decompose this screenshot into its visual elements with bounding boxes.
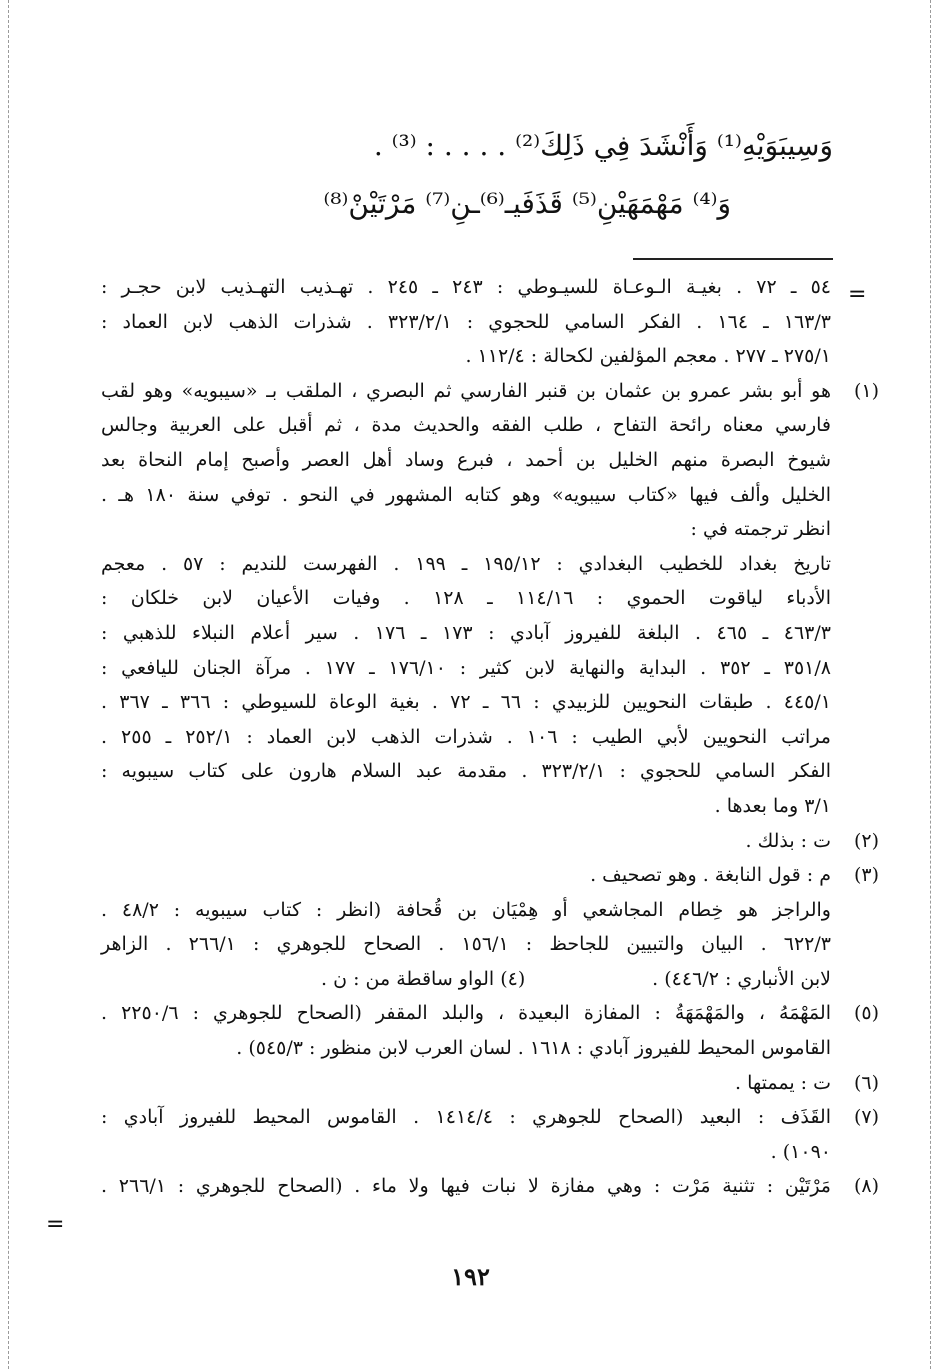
footnote-line: والراجز هو خِطام المجاشعي أو هِمْيَان بن قُحافة (انظر : كتاب سيبويه : ٤٨/٢ .	[101, 898, 831, 921]
footnote-line: ٣/١ وما بعدها .	[714, 794, 831, 817]
footnote-text: م : قول النابغة . وهو تصحيف .	[590, 864, 831, 887]
footnote-line: الأدباء لياقوت الحموي : ١١٤/١٦ ـ ١٢٨ . وفيات الأعيان لابن خلكان :	[101, 587, 831, 610]
footnote-line: الخليل وألف فيها «كتاب سيبويه» وهو كتابه المشهور في النحو . توفي سنة ١٨٠ هـ .	[101, 483, 831, 506]
footnote-line: ١٠٩٠) .	[770, 1140, 831, 1163]
footnote-line	[101, 374, 879, 409]
footnote-line	[101, 824, 879, 859]
footnote-text: الواو ساقطة من : ن .	[321, 967, 495, 990]
verse-line-2: وَ⁽⁴⁾ مَهْمَهَيْنِ⁽⁵⁾ قَذَفَيـ⁽⁶⁾ـنِ⁽⁷⁾ مَرْتَيْنْ⁽⁸⁾	[323, 187, 731, 220]
footnotes	[101, 270, 879, 1204]
footnote-line: ٣٥١/٨ ـ ٣٥٢ . البداية والنهاية لابن كثير : ١٧٦/١٠ ـ ١٧٧ . مرآة الجنان لليافعي :	[101, 656, 831, 679]
footnote-number: (٢)	[853, 829, 879, 852]
page-number: ١٩٢	[451, 1262, 490, 1291]
footnote-line: ٤٤٥/١ . طبقات النحويين للزبيدي : ٦٦ ـ ٧٢ . بغية الوعاة للسيوطي : ٣٦٦ ـ ٣٦٧ .	[101, 691, 831, 714]
footnote-text: مَرْتَيْن : تثنية مَرْت : وهي مفازة لا نبات فيها ولا ماء . (الصحاح للجوهري : ٢٦٦/١ .	[101, 1175, 831, 1198]
footnote-number: (٧)	[853, 1106, 879, 1129]
footnote-line: الفكر السامي للحجوي : ٣٢٣/٢/١ . مقدمة عبد السلام هارون على كتاب سيبويه :	[101, 760, 831, 783]
footnote-number: (٦)	[853, 1071, 879, 1094]
footnote-line: فارسي معناه رائحة التفاح ، طلب الفقه والحديث مدة ، ثم أقبل على العربية وجالس	[101, 414, 831, 437]
scan-edge-right	[930, 0, 932, 1369]
footnote-separator	[633, 258, 833, 260]
footnote-text: لابن الأنباري : ٤٤٦/٢) .	[652, 967, 831, 990]
footnote-text: المَهْمَهُ ، والمَهْمَهَةُ : المفازة البعيدة ، والبلد المقفر (الصحاح للجوهري : ٢٢٥٠/٦ .	[101, 1002, 831, 1025]
footnote-number: (٤)	[500, 967, 526, 990]
footnote-line: ٤٦٣/٣ ـ ٤٦٥ . البلغة للفيروز آبادي : ١٧٣ ـ ١٧٦ . سير أعلام النبلاء للذهبي :	[101, 621, 831, 644]
footnote-line: مراتب النحويين لأبي الطيب : ١٠٦ . شذرات الذهب لابن العماد : ٢٥٢/١ ـ ٢٥٥ .	[101, 725, 831, 748]
footnote-line	[101, 858, 879, 893]
footnote-text: القَذَف : البعيد (الصحاح للجوهري : ١٤١٤/٤ . القاموس المحيط للفيروز آبادي :	[101, 1106, 831, 1129]
verse-line-1: وَسِيبَوَيْهِ⁽¹⁾ وَأَنْشَدَ فِي ذَلِكَ⁽²⁾ . . . . : ⁽³⁾ .	[373, 129, 833, 162]
footnote-line	[101, 962, 831, 997]
footnote-line: القاموس المحيط للفيروز آبادي : ١٦١٨ . لسان العرب لابن منظور : ٥٤٥/٣) .	[236, 1037, 831, 1060]
footnote-text: هو أبو بشر عمرو بن عثمان بن قنبر الفارسي ثم البصري ، الملقب بـ «سيبويه» وهو لقب	[101, 379, 831, 402]
footnote-line	[101, 996, 879, 1031]
footnote-line: شيوخ البصرة منهم الخليل بن أحمد ، فبرع وساد أهل العصر وأصبح إمام النحاة بعد	[101, 448, 831, 471]
footnote-line	[101, 1066, 879, 1101]
footnote-line: ٢٧٥/١ ـ ٢٧٧ . معجم المؤلفين لكحالة : ١١٢/٤ .	[465, 345, 831, 368]
footnote-inline	[321, 962, 525, 997]
footnote-line: ٦٢٢/٣ . البيان والتبيين للجاحظ : ١٥٦/١ . الصحاح للجوهري : ٢٦٦/١ . الزاهر	[101, 933, 831, 956]
footnote-line	[101, 1100, 879, 1135]
continuation-mark-bottom: =	[46, 1212, 65, 1237]
footnote-number: (١)	[853, 379, 879, 402]
footnote-line: ٥٤ ـ ٧٢ . بغيـة الـوعـاة للسيـوطي : ٢٤٣ ـ ٢٤٥ . تهـذيب التهـذيب لابن حجـر :	[101, 276, 831, 298]
footnote-text: ت : بذلك .	[745, 829, 831, 852]
footnote-number: (٣)	[853, 864, 879, 887]
footnote-line: ١٦٣/٣ ـ ١٦٤ . الفكر السامي للحجوي : ٣٢٣/٢/١ . شذرات الذهب لابن العماد :	[101, 310, 831, 333]
continuation-mark-top: =	[848, 282, 867, 307]
footnote-line: تاريخ بغداد للخطيب البغدادي : ١٩٥/١٢ ـ ١٩٩ . الفهرست للنديم : ٥٧ . معجم	[101, 552, 831, 575]
footnote-text: ت : يممتها .	[735, 1071, 831, 1094]
footnote-line: انظر ترجمته في :	[690, 518, 831, 541]
footnote-line	[101, 1169, 879, 1204]
scan-edge-left	[8, 0, 10, 1369]
footnote-number: (٥)	[853, 1002, 879, 1025]
footnote-number: (٨)	[853, 1175, 879, 1198]
